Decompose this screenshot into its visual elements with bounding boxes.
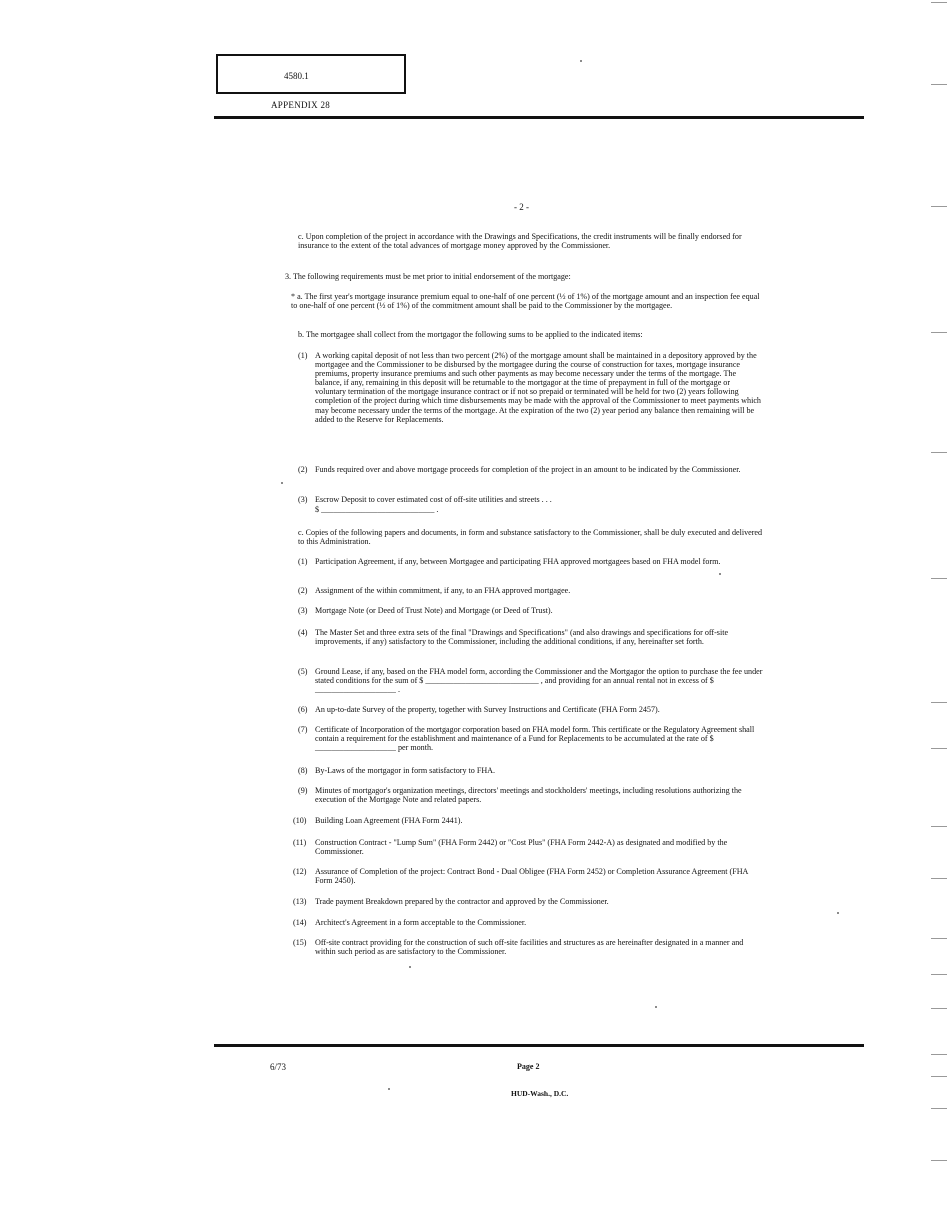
document-number-box — [216, 54, 406, 94]
item-c15-number: (15) — [293, 938, 307, 947]
item-c7-number: (7) — [298, 725, 308, 734]
item-c15-text: Off-site contract providing for the construction of such off-site facilities and structures as are hereinafter designated in a manner and within such period as are satisfactory to the Commissioner. — [315, 938, 744, 957]
scan-speck — [655, 1006, 657, 1008]
appendix-label: APPENDIX 28 — [271, 100, 331, 110]
footer-page: Page 2 — [517, 1062, 540, 1071]
item-c13-number: (13) — [293, 897, 307, 906]
item-c5-number: (5) — [298, 667, 308, 676]
item-c10-number: (10) — [293, 816, 307, 825]
item-c2-text: Assignment of the within commitment, if any, to an FHA approved mortgagee. — [315, 586, 571, 595]
item-c9-number: (9) — [298, 786, 308, 795]
paragraph-3a: * a. The first year's mortgage insurance premium equal to one-half of one percent (½ of 1%) of the mortgage amount and an inspection fee equal to one-half of one percent (½ of 1%) of the commitment amount shall be paid to the Commissioner by the mortgagee. — [291, 292, 760, 311]
item-b2-text: Funds required over and above mortgage proceeds for completion of the project in an amount to be indicated by the Commissioner. — [315, 465, 741, 474]
item-c2-number: (2) — [298, 586, 308, 595]
item-c11-number: (11) — [293, 838, 307, 847]
item-b3-number: (3) — [298, 495, 308, 504]
item-c14-number: (14) — [293, 918, 307, 927]
item-c12-number: (12) — [293, 867, 307, 876]
scan-speck — [719, 573, 721, 575]
item-b1-text: A working capital deposit of not less than two percent (2%) of the mortgage amount shall be maintained in a depository approved by the mortgagee and the Commissioner to be disbursed by the mortgagee during the course of construction for taxes, mortgage insurance premiums, property insurance premiums and such other payments as may become necessary under the terms of the mortgage. The balance, if any, remaining in this deposit will be returnable to the mortgagor at the time of prepayment in full of the mortgage or voluntary termination of the mortgage insurance contract or if not so prepaid or terminated will be held for two (2) years following completion of the project during which time disbursements may be made with the approval of the Commissioner to meet payments which may become necessary under the terms of the mortgage. At the expiration of the two (2) year period any balance then remaining will be added to the Reserve for Replacements. — [315, 351, 761, 424]
paragraph-3c: c. Copies of the following papers and documents, in form and substance satisfactory to the Commissioner, shall be duly executed and delivered to this Administration. — [298, 528, 763, 547]
item-c3-number: (3) — [298, 606, 308, 615]
item-c8-number: (8) — [298, 766, 308, 775]
paragraph-c-completion: c. Upon completion of the project in accordance with the Drawings and Specifications, the credit instruments will be finally endorsed for insurance to the extent of the total advances of mortgage money approved by the Commissioner. — [298, 232, 742, 251]
item-b2-number: (2) — [298, 465, 308, 474]
header-rule — [214, 116, 864, 119]
scan-speck — [388, 1088, 390, 1090]
item-c10-text: Building Loan Agreement (FHA Form 2441). — [315, 816, 463, 825]
item-c14-text: Architect's Agreement in a form acceptable to the Commissioner. — [315, 918, 527, 927]
item-c8-text: By-Laws of the mortgagor in form satisfactory to FHA. — [315, 766, 496, 775]
scan-speck — [837, 912, 839, 914]
item-c5-text: Ground Lease, if any, based on the FHA model form, according the Commissioner and the Mortgagor the option to purchase the fee under stated conditions for the sum of $ ____________________________ , and providing for an annual rental not in excess of $ ____________________ . — [315, 667, 763, 695]
footer-date: 6/73 — [270, 1062, 287, 1072]
document-number: 4580.1 — [284, 71, 309, 81]
item-c6-text: An up-to-date Survey of the property, together with Survey Instructions and Certificate (FHA Form 2457). — [315, 705, 660, 714]
item-c7-text: Certificate of Incorporation of the mortgagor corporation based on FHA model form. This certificate or the Regulatory Agreement shall contain a requirement for the establishment and maintenance of a Fund for Replacements to be accumulated at the rate of $ ____________________ per month. — [315, 725, 755, 753]
scan-speck — [409, 966, 411, 968]
item-b3-text: Escrow Deposit to cover estimated cost of off-site utilities and streets . . . — [315, 495, 552, 504]
item-b3-amount: $ ____________________________ . — [315, 505, 439, 514]
item-c6-number: (6) — [298, 705, 308, 714]
page-marker: - 2 - — [514, 202, 529, 212]
scan-speck — [580, 60, 582, 62]
footer-rule — [214, 1044, 864, 1047]
item-c4-number: (4) — [298, 628, 308, 637]
item-c12-text: Assurance of Completion of the project: Contract Bond - Dual Obligee (FHA Form 2452) or Completion Assurance Agreement (FHA Form 2450). — [315, 867, 748, 886]
item-c1-text: Participation Agreement, if any, between Mortgagee and participating FHA approved mortgagees based on FHA model form. — [315, 557, 721, 566]
paragraph-3: 3. The following requirements must be met prior to initial endorsement of the mortgage: — [285, 272, 571, 281]
item-c3-text: Mortgage Note (or Deed of Trust Note) and Mortgage (or Deed of Trust). — [315, 606, 553, 615]
item-c9-text: Minutes of mortgagor's organization meetings, directors' meetings and stockholders' meetings, including resolutions authorizing the execution of the Mortgage Note and related papers. — [315, 786, 742, 805]
item-c13-text: Trade payment Breakdown prepared by the contractor and approved by the Commissioner. — [315, 897, 609, 906]
item-c4-text: The Master Set and three extra sets of the final "Drawings and Specifications" (and also drawings and specifications for off-site improvements, if any) satisfactory to the Commissioner, including the additional conditions, if any, hereinafter set forth. — [315, 628, 729, 647]
item-c11-text: Construction Contract - "Lump Sum" (FHA Form 2442) or "Cost Plus" (FHA Form 2442-A) as designated and modified by the Commissioner. — [315, 838, 728, 857]
item-b1-number: (1) — [298, 351, 308, 360]
item-c1-number: (1) — [298, 557, 308, 566]
scan-speck — [281, 482, 283, 484]
footer-office: HUD-Wash., D.C. — [511, 1089, 569, 1098]
paragraph-3b: b. The mortgagee shall collect from the mortgagor the following sums to be applied to the indicated items: — [298, 330, 643, 339]
